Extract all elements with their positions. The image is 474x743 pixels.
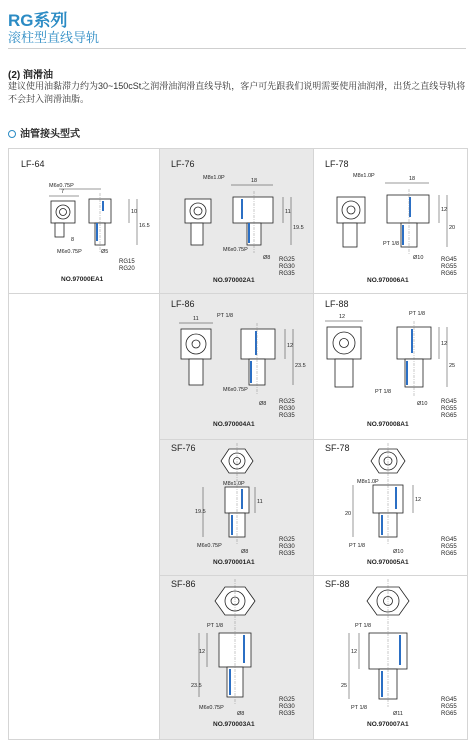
rg-size: RG65 [441, 711, 457, 717]
rg-size: RG45 [441, 697, 457, 703]
dim-dia: Ø8 [263, 255, 271, 261]
dim-thread-bottom: M6x0.75P [57, 249, 82, 255]
rg-size: RG25 [279, 697, 295, 703]
dim-pt: PT 1/8 [207, 623, 224, 629]
dim-19-5: 19.5 [293, 225, 304, 231]
dim-19-5: 19.5 [195, 509, 206, 515]
dim-thread-bottom: M6x0.75P [197, 543, 222, 549]
part-number: NO.970005A1 [367, 559, 409, 566]
dim-dia: Ø8 [241, 549, 249, 555]
dim-12: 12 [351, 649, 358, 655]
dim-pt-bottom: PT 1/8 [351, 705, 368, 711]
dim-pt: PT 1/8 [217, 313, 234, 319]
model-label: LF-88 [325, 299, 349, 309]
part-number: NO.970008A1 [367, 421, 409, 428]
model-label: LF-86 [171, 299, 195, 309]
dim-20: 20 [449, 225, 456, 231]
circle-bullet-icon [8, 130, 16, 138]
dim-11: 11 [285, 209, 291, 215]
rg-sizes [279, 257, 295, 278]
dim-12-w: 12 [339, 314, 346, 320]
dim-dia: Ø8 [237, 711, 245, 717]
rg-size: RG30 [279, 264, 295, 270]
part-number: NO.97000EA1 [61, 276, 104, 283]
part-number: NO.970006A1 [367, 277, 409, 284]
rg-size: RG45 [441, 257, 457, 263]
part-number: NO.970003A1 [213, 721, 255, 728]
dim-16-5: 16.5 [139, 223, 150, 229]
model-label: SF-88 [325, 579, 350, 589]
dim-8: 8 [71, 237, 75, 243]
part-number: NO.970002A1 [213, 277, 255, 284]
dim-thread-top: M8x1.0P [357, 479, 379, 485]
grid-line [9, 293, 159, 294]
dim-dia: Ø11 [393, 711, 403, 717]
dim-12: 12 [441, 207, 448, 213]
rg-size: RG15 [119, 259, 135, 265]
dim-18: 18 [251, 178, 258, 184]
dim-25: 25 [341, 683, 348, 689]
part-number: NO.970007A1 [367, 721, 409, 728]
rg-sizes [441, 257, 457, 278]
dim-dia: Ø8 [259, 401, 267, 407]
rg-size: RG30 [279, 704, 295, 710]
dim-18: 18 [409, 176, 416, 182]
dim-thread-top: M8x1.0P [203, 175, 225, 181]
dim-dia: Ø10 [417, 401, 428, 407]
rg-size: RG35 [279, 711, 295, 717]
dim-pt: PT 1/8 [349, 543, 366, 549]
dim-dia: Ø10 [393, 549, 404, 555]
rg-size: RG25 [279, 399, 295, 405]
rg-size: RG30 [279, 406, 295, 412]
rg-size: RG65 [441, 413, 457, 419]
dim-12-h: 12 [441, 341, 448, 347]
rg-size: RG55 [441, 704, 457, 710]
dim-pt-bottom: PT 1/8 [375, 389, 392, 395]
dim-pt: PT 1/8 [383, 241, 400, 247]
rg-size: RG55 [441, 264, 457, 270]
fittings-table [8, 148, 468, 740]
dim-12: 12 [199, 649, 206, 655]
header-divider [8, 48, 466, 49]
series-title: RG系列 [8, 11, 68, 30]
lubrication-paragraph: 建议使用油黏滞力约为30~150cSt之润滑油润滑直线导轨，客户可先跟我们说明需要使用油润滑，出货之直线导轨将不会封入润滑油脂。 [8, 81, 466, 104]
part-number: NO.970001A1 [213, 559, 255, 566]
dim-20: 20 [345, 511, 352, 517]
dim-thread-bottom: M6x0.75P [223, 247, 248, 253]
rg-sizes [441, 697, 457, 718]
rg-size: RG35 [279, 413, 295, 419]
model-label: LF-64 [21, 159, 45, 169]
dim-25: 25 [449, 363, 456, 369]
rg-size: RG65 [441, 271, 457, 277]
rg-size: RG35 [279, 551, 295, 557]
model-label: SF-76 [171, 443, 196, 453]
rg-sizes [279, 537, 295, 558]
rg-size: RG55 [441, 544, 457, 550]
subsection-title [8, 125, 80, 140]
rg-size: RG45 [441, 537, 457, 543]
rg-size: RG45 [441, 399, 457, 405]
dim-dia: Ø5 [101, 249, 109, 255]
page-subtitle: 滚柱型直线导轨 [8, 30, 100, 45]
dim-pt-top: PT 1/8 [355, 623, 372, 629]
dim-thread-top: M8x1.0P [223, 481, 245, 487]
subsection-title-label: 油管接头型式 [20, 129, 80, 140]
dim-dia: Ø10 [413, 255, 424, 261]
dim-pt-top: PT 1/8 [409, 311, 426, 317]
dim-12: 12 [287, 343, 294, 349]
dim-thread-bottom: M6x0.75P [199, 705, 224, 711]
dim-thread-top: M8x1.0P [353, 173, 375, 179]
dim-12: 12 [415, 497, 422, 503]
dim-thread-top: M6x0.75P [49, 183, 74, 189]
dim-10: 10 [131, 209, 138, 215]
rg-size: RG55 [441, 406, 457, 412]
lf64-drawing [9, 149, 159, 293]
dim-11: 11 [193, 316, 199, 322]
model-label: SF-78 [325, 443, 350, 453]
dim-23-5: 23.5 [295, 363, 306, 369]
rg-sizes [279, 697, 295, 718]
rg-size: RG25 [279, 537, 295, 543]
dim-thread-bottom: M6x0.75P [223, 387, 248, 393]
dim-7: 7 [61, 189, 65, 195]
model-label: SF-86 [171, 579, 196, 589]
dim-11: 11 [257, 499, 263, 505]
section-title: (2) 润滑油 [8, 70, 53, 81]
rg-sizes [279, 399, 295, 420]
rg-size: RG25 [279, 257, 295, 263]
model-label: LF-78 [325, 159, 349, 169]
rg-sizes [441, 537, 457, 558]
rg-size: RG20 [119, 266, 135, 272]
rg-sizes [441, 399, 457, 420]
part-number: NO.970004A1 [213, 421, 255, 428]
model-label: LF-76 [171, 159, 195, 169]
rg-size: RG65 [441, 551, 457, 557]
rg-sizes [119, 259, 135, 273]
rg-size: RG30 [279, 544, 295, 550]
dim-23-5: 23.5 [191, 683, 202, 689]
rg-size: RG35 [279, 271, 295, 277]
